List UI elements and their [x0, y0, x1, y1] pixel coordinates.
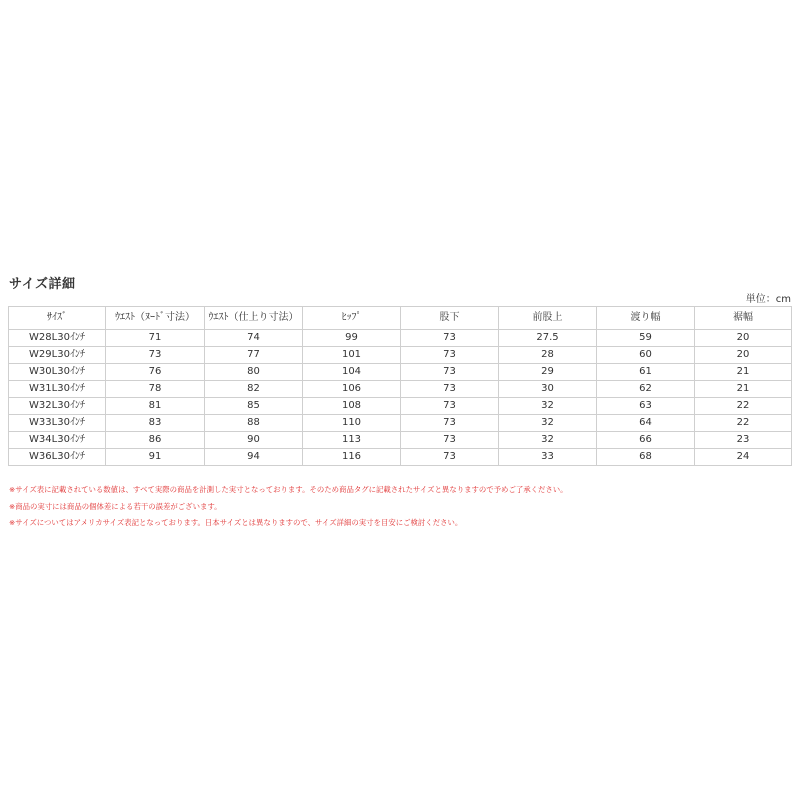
table-cell: 90: [205, 432, 303, 449]
table-cell: 73: [106, 347, 205, 364]
table-cell: 68: [597, 449, 695, 466]
header-thigh-width: 渡り幅: [597, 307, 695, 330]
table-cell: 32: [499, 432, 597, 449]
table-cell: 32: [499, 415, 597, 432]
table-cell: 82: [205, 381, 303, 398]
table-cell: 24: [695, 449, 792, 466]
table-cell: 60: [597, 347, 695, 364]
table-cell: 73: [401, 432, 499, 449]
table-cell: 78: [106, 381, 205, 398]
table-cell: 106: [303, 381, 401, 398]
table-cell: 110: [303, 415, 401, 432]
table-cell: 88: [205, 415, 303, 432]
table-cell: 32: [499, 398, 597, 415]
table-cell: 22: [695, 398, 792, 415]
notes-section: [9, 485, 789, 535]
size-cell: W29L30ｲﾝﾁ: [9, 347, 106, 364]
table-cell: 91: [106, 449, 205, 466]
table-row: [9, 347, 792, 364]
table-cell: 27.5: [499, 330, 597, 347]
table-cell: 61: [597, 364, 695, 381]
size-cell: W36L30ｲﾝﾁ: [9, 449, 106, 466]
table-cell: 29: [499, 364, 597, 381]
table-cell: 94: [205, 449, 303, 466]
note-us-sizing: ※サイズについてはアメリカサイズ表記となっております。日本サイズとは異なりますので、サイズ詳細の実寸を目安にご検討ください。: [9, 518, 463, 527]
table-cell: 21: [695, 364, 792, 381]
table-cell: 73: [401, 415, 499, 432]
table-cell: 30: [499, 381, 597, 398]
header-waist-nude: ｳｴｽﾄ（ﾇｰﾄﾞ寸法）: [106, 307, 205, 330]
table-cell: 83: [106, 415, 205, 432]
size-cell: W32L30ｲﾝﾁ: [9, 398, 106, 415]
table-cell: 73: [401, 398, 499, 415]
note-measurement: ※サイズ表に記載されている数値は、すべて実際の商品を計測した実寸となっております。そのため商品タグに記載されたサイズと異なりますので予めご了承ください。: [9, 485, 568, 494]
table-row: [9, 330, 792, 347]
header-hip: ﾋｯﾌﾟ: [303, 307, 401, 330]
table-cell: 99: [303, 330, 401, 347]
header-hem-width: 裾幅: [695, 307, 792, 330]
table-cell: 116: [303, 449, 401, 466]
page-title: サイズ詳細: [9, 277, 76, 292]
table-cell: 73: [401, 364, 499, 381]
table-header-row: [9, 307, 792, 330]
table-row: [9, 415, 792, 432]
table-cell: 76: [106, 364, 205, 381]
table-cell: 73: [401, 449, 499, 466]
size-cell: W33L30ｲﾝﾁ: [9, 415, 106, 432]
table-cell: 62: [597, 381, 695, 398]
table-cell: 73: [401, 330, 499, 347]
unit-label: 単位：cm: [745, 294, 791, 305]
table-cell: 104: [303, 364, 401, 381]
table-cell: 63: [597, 398, 695, 415]
table-row: [9, 364, 792, 381]
table-cell: 33: [499, 449, 597, 466]
size-table: [8, 306, 792, 466]
table-row: [9, 398, 792, 415]
header-inseam: 股下: [401, 307, 499, 330]
note-individual-difference: ※商品の実寸には商品の個体差による若干の誤差がございます。: [9, 501, 222, 511]
table-cell: 23: [695, 432, 792, 449]
header-waist-finished: ｳｴｽﾄ（仕上り寸法）: [205, 307, 303, 330]
table-cell: 28: [499, 347, 597, 364]
table-cell: 77: [205, 347, 303, 364]
table-cell: 86: [106, 432, 205, 449]
table-cell: 73: [401, 347, 499, 364]
table-cell: 22: [695, 415, 792, 432]
table-cell: 85: [205, 398, 303, 415]
size-cell: W28L30ｲﾝﾁ: [9, 330, 106, 347]
table-cell: 113: [303, 432, 401, 449]
table-cell: 59: [597, 330, 695, 347]
table-cell: 20: [695, 330, 792, 347]
size-cell: W34L30ｲﾝﾁ: [9, 432, 106, 449]
size-cell: W30L30ｲﾝﾁ: [9, 364, 106, 381]
table-cell: 20: [695, 347, 792, 364]
table-cell: 73: [401, 381, 499, 398]
table-row: [9, 432, 792, 449]
table-cell: 74: [205, 330, 303, 347]
table-cell: 80: [205, 364, 303, 381]
table-cell: 64: [597, 415, 695, 432]
table-cell: 108: [303, 398, 401, 415]
size-cell: W31L30ｲﾝﾁ: [9, 381, 106, 398]
table-cell: 21: [695, 381, 792, 398]
table-row: [9, 381, 792, 398]
header-size: ｻｲｽﾞ: [9, 307, 106, 330]
table-cell: 81: [106, 398, 205, 415]
table-cell: 71: [106, 330, 205, 347]
table-row: [9, 449, 792, 466]
table-cell: 66: [597, 432, 695, 449]
table-cell: 101: [303, 347, 401, 364]
header-front-rise: 前股上: [499, 307, 597, 330]
